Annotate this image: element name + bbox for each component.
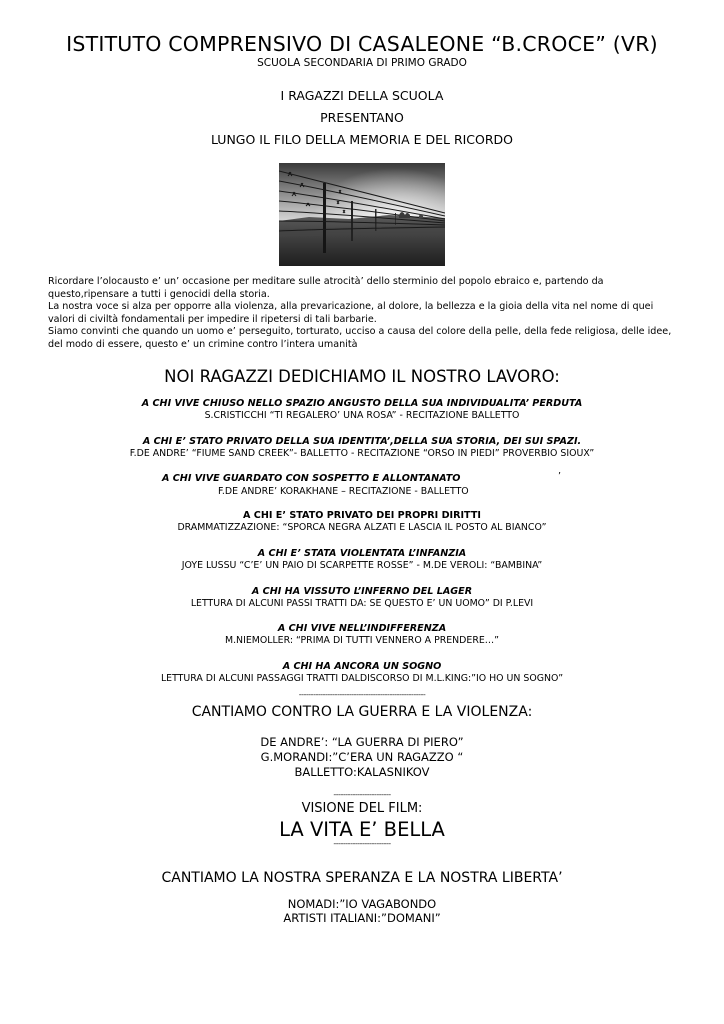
hope-heading: CANTIAMO LA NOSTRA SPERANZA E LA NOSTRA LIBERTA’ xyxy=(161,870,563,886)
dedication-title: A CHI E’ STATO PRIVATO DEI PROPRI DIRITTI xyxy=(243,510,481,521)
presenting-line: PRESENTANO xyxy=(320,110,404,125)
dedication-title: A CHI E’ STATO PRIVATO DELLA SUA IDENTITA’,DELLA SUA STORIA, DEI SUI SPAZI. xyxy=(142,436,582,447)
dedication-title: A CHI VIVE NELL’INDIFFERENZA xyxy=(277,623,447,634)
stray-apostrophe: ’ xyxy=(558,471,561,482)
barbed-wire-photo xyxy=(279,163,445,266)
film-label: VISIONE DEL FILM: xyxy=(301,801,423,816)
school-title: ISTITUTO COMPRENSIVO DI CASALEONE “B.CROCE” (VR) xyxy=(66,32,658,56)
dedication-detail: LETTURA DI ALCUNI PASSI TRATTI DA: SE QUESTO E’ UN UOMO” DI P.LEVI xyxy=(190,598,534,609)
song-item: DE ANDRE’: “LA GUERRA DI PIERO” xyxy=(260,735,464,749)
presenters-line: I RAGAZZI DELLA SCUOLA xyxy=(280,88,444,103)
intro-paragraph: La nostra voce si alza per opporre alla violenza, alla prevaricazione, al dolore, la bellezza e la gioia della vita nel nome di quei valori di civiltà fondamentali per impedire il ripetersi di tali barbarie. xyxy=(48,301,654,325)
separator: ------------------------ xyxy=(333,839,391,848)
dedication-detail: JOYE LUSSU “C’E’ UN PAIO DI SCARPETTE ROSSE” - M.DE VEROLI: “BAMBINA” xyxy=(181,560,543,571)
intro-paragraph: Siamo convinti che quando un uomo e’ perseguito, torturato, ucciso a causa del colore della pelle, della fede religiosa, delle idee, del modo di essere, questo e’ un crimine contro l’intera umanità xyxy=(48,326,672,350)
barbed-wire-image xyxy=(279,163,445,266)
separator: ----------------------------------------------------- xyxy=(298,690,426,699)
separator: ------------------------ xyxy=(333,790,391,799)
song-item: ARTISTI ITALIANI:”DOMANI” xyxy=(283,911,441,925)
dedication-detail: DRAMMATIZZAZIONE: “SPORCA NEGRA ALZATI E LASCIA IL POSTO AL BIANCO” xyxy=(177,522,547,533)
dedication-detail: F.DE ANDRE’ “FIUME SAND CREEK”- BALLETTO - RECITAZIONE “ORSO IN PIEDI” PROVERBIO SIOUX” xyxy=(129,448,595,459)
school-subtitle: SCUOLA SECONDARIA DI PRIMO GRADO xyxy=(257,57,467,69)
song-item: BALLETTO:KALASNIKOV xyxy=(294,765,430,779)
song-item: NOMADI:”IO VAGABONDO xyxy=(287,897,437,911)
dedication-heading: NOI RAGAZZI DEDICHIAMO IL NOSTRO LAVORO: xyxy=(164,367,560,386)
dedication-detail: F.DE ANDRE’ KORAKHANE – RECITAZIONE - BALLETTO xyxy=(218,486,469,497)
dedication-title: A CHI E’ STATA VIOLENTATA L’INFANZIA xyxy=(257,548,467,559)
songs-heading: CANTIAMO CONTRO LA GUERRA E LA VIOLENZA: xyxy=(191,704,533,720)
dedication-title: A CHI VIVE CHIUSO NELLO SPAZIO ANGUSTO DELLA SUA INDIVIDUALITA’ PERDUTA xyxy=(141,398,583,409)
dedication-detail: S.CRISTICCHI “TI REGALERO’ UNA ROSA” - RECITAZIONE BALLETTO xyxy=(204,410,520,421)
dedication-detail: M.NIEMOLLER: “PRIMA DI TUTTI VENNERO A PRENDERE…” xyxy=(224,635,499,646)
show-title: LUNGO IL FILO DELLA MEMORIA E DEL RICORDO xyxy=(210,132,514,147)
dedication-title: A CHI HA VISSUTO L’INFERNO DEL LAGER xyxy=(251,586,473,597)
song-item: G.MORANDI:”C’ERA UN RAGAZZO “ xyxy=(260,750,464,764)
dedication-detail: LETTURA DI ALCUNI PASSAGGI TRATTI DALDISCORSO DI M.L.KING:”IO HO UN SOGNO” xyxy=(160,673,564,684)
dedication-title: A CHI VIVE GUARDATO CON SOSPETTO E ALLONTANATO xyxy=(162,473,461,484)
intro-paragraph: Ricordare l’olocausto e’ un’ occasione per meditare sulle atrocità’ dello sterminio del popolo ebraico e, partendo da questo,ripensare a tutti i genocidi della storia. xyxy=(48,276,604,300)
dedication-title: A CHI HA ANCORA UN SOGNO xyxy=(282,661,442,672)
intro-text xyxy=(48,276,678,351)
film-title: LA VITA E’ BELLA xyxy=(279,818,445,841)
